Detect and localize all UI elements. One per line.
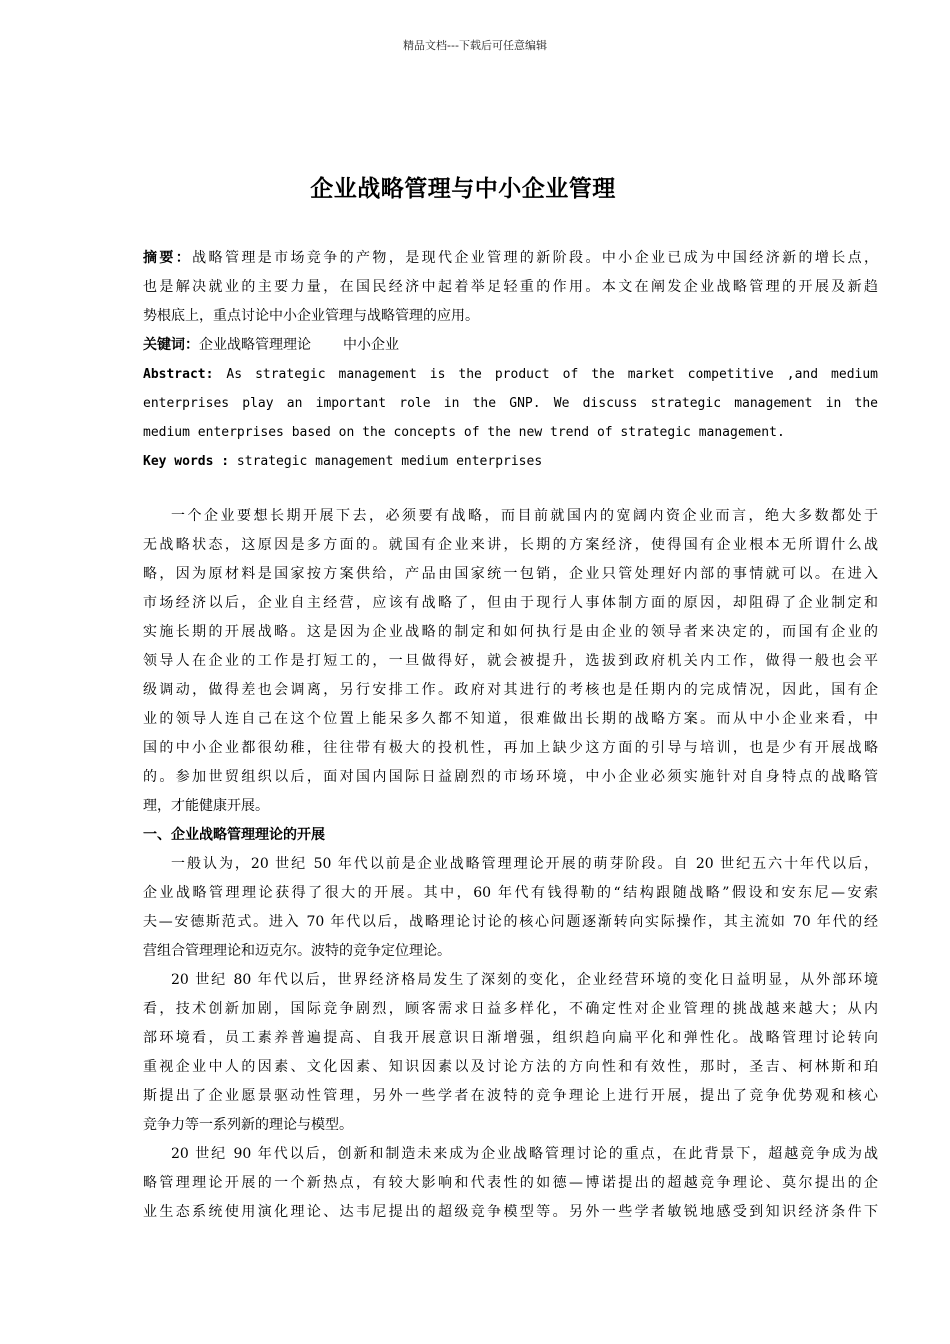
paragraph-line: 略管理理论开展的一个新热点，有较大影响和代表性的如德—博诺提出的超越竞争理论、莫尔提出的企 <box>143 1175 878 1191</box>
page-title: 企业战略管理与中小企业管理 <box>310 176 616 202</box>
paragraph-line: 斯提出了企业愿景驱动性管理，另外一些学者在波特的竞争理论上进行开展，提出了竞争优势观和核心 <box>143 1088 878 1104</box>
paragraph-line: 夫—安德斯范式。进入 70 年代以后，战略理论讨论的核心问题逐渐转向实际操作，其主流如 70 年代的经 <box>143 914 878 930</box>
section1-paragraph <box>143 850 878 966</box>
header-note: 精品文档---下载后可任意编辑 <box>403 39 547 52</box>
paragraph-line: 一般认为，20 世纪 50 年代以前是企业战略管理理论开展的萌芽阶段。自 20 世纪五六十年代以后， <box>171 856 878 872</box>
paragraph-line: 20 世纪 90 年代以后，创新和制造未来成为企业战略管理讨论的重点，在此背景下，超越竞争成为战 <box>171 1146 878 1162</box>
paragraph-line: 看，技术创新加剧，国际竞争剧烈，顾客需求日益多样化，不确定性对企业管理的挑战越来越大；从内 <box>143 1001 878 1017</box>
section-heading: 一、企业战略管理理论的开展 <box>143 827 325 843</box>
abstract-en <box>143 360 878 447</box>
section1-paragraph <box>143 966 878 1140</box>
keywords-cn <box>143 331 878 360</box>
paragraph-line: 20 世纪 80 年代以后，世界经济格局发生了深刻的变化，企业经营环境的变化日益明显，从外部环境 <box>171 972 878 988</box>
paragraph-line: 理，才能健康开展。 <box>143 798 269 814</box>
keywords-en-label: Key words : <box>143 454 230 469</box>
document-body <box>143 244 878 1227</box>
paragraph-line: 企业战略管理理论获得了很大的开展。其中，60 年代有钱得勒的“结构跟随战略”假设和安东尼—安索 <box>143 885 878 901</box>
paragraph-line: 竞争力等一系列新的理论与模型。 <box>143 1117 353 1133</box>
paragraph-line: 国的中小企业都很幼稚，往往带有极大的投机性，再加上缺少这方面的引导与培训，也是少有开展战略 <box>143 740 878 756</box>
abstract-cn-line: 势根底上，重点讨论中小企业管理与战略管理的应用。 <box>143 308 479 324</box>
paragraph-line: 略，因为原材料是国家按方案供给，产品由国家统一包销，企业只管处理好内部的事情就可以。在进入 <box>143 566 878 582</box>
keyword-item: 中小企业 <box>343 337 399 353</box>
paragraph-line: 实施长期的开展战略。这是因为企业战略的制定和如何执行是由企业的领导者来决定的，而国有企业的 <box>143 624 878 640</box>
abstract-en-line: medium enterprises based on the concepts of the new trend of strategic management. <box>143 425 785 440</box>
paragraph-line: 领导人在企业的工作是打短工的，一旦做得好，就会被提升，选拔到政府机关内工作，做得一般也会平 <box>143 653 878 669</box>
paragraph-line: 重视企业中人的因素、文化因素、知识因素以及讨论方法的方向性和有效性，那时，圣吉、柯林斯和珀 <box>143 1059 878 1075</box>
keyword-item: 企业战略管理理论 <box>199 337 311 353</box>
keywords-en-text: strategic management medium enterprises <box>229 454 543 469</box>
abstract-en-line: enterprises play an important role in the GNP. We discuss strategic management in the <box>143 396 878 411</box>
paragraph-line: 的。参加世贸组织以后，面对国内国际日益剧烈的市场环境，中小企业必须实施针对自身特点的战略管 <box>143 769 878 785</box>
paragraph-line: 市场经济以后，企业自主经营，应该有战略了，但由于现行人事体制方面的原因，却阻碍了企业制定和 <box>143 595 878 611</box>
keywords-en <box>143 447 878 476</box>
keywords-cn-label: 关键词： <box>143 337 199 353</box>
abstract-cn-text: 战略管理是市场竞争的产物，是现代企业管理的新阶段。中小企业已成为中国经济新的增长点， <box>192 250 879 266</box>
abstract-en-text: As strategic management is the product of the market competitive ,and medium <box>213 367 878 382</box>
paragraph-line: 无战略状态，这原因是多方面的。就国有企业来讲，长期的方案经济，使得国有企业根本无所谓什么战 <box>143 537 878 553</box>
abstract-en-line <box>143 360 878 389</box>
abstract-cn-label: 摘要： <box>143 250 193 266</box>
paragraph-line: 业生态系统使用演化理论、达韦尼提出的超级竞争模型等。另外一些学者敏锐地感受到知识经济条件下 <box>143 1204 878 1220</box>
paragraph-line: 营组合管理理论和迈克尔。波特的竞争定位理论。 <box>143 943 451 959</box>
abstract-en-label: Abstract: <box>143 367 214 382</box>
abstract-cn-line <box>143 244 878 273</box>
abstract-cn-line: 也是解决就业的主要力量，在国民经济中起着举足轻重的作用。本文在阐发企业战略管理的开展及新趋 <box>143 279 878 295</box>
paragraph-line: 级调动，做得差也会调离，另行安排工作。政府对其进行的考核也是任期内的完成情况，因此，国有企 <box>143 682 878 698</box>
paragraph-line: 业的领导人连自己在这个位置上能呆多久都不知道，很难做出长期的战略方案。而从中小企业来看，中 <box>143 711 878 727</box>
abstract-cn <box>143 244 878 331</box>
intro-paragraph <box>143 502 878 821</box>
section1-paragraph <box>143 1140 878 1227</box>
paragraph-line: 一个企业要想长期开展下去，必须要有战略，而目前就国内的宽阔内资企业而言，绝大多数都处于 <box>171 508 878 524</box>
paragraph-line: 部环境看，员工素养普遍提高、自我开展意识日渐增强，组织趋向扁平化和弹性化。战略管理讨论转向 <box>143 1030 878 1046</box>
